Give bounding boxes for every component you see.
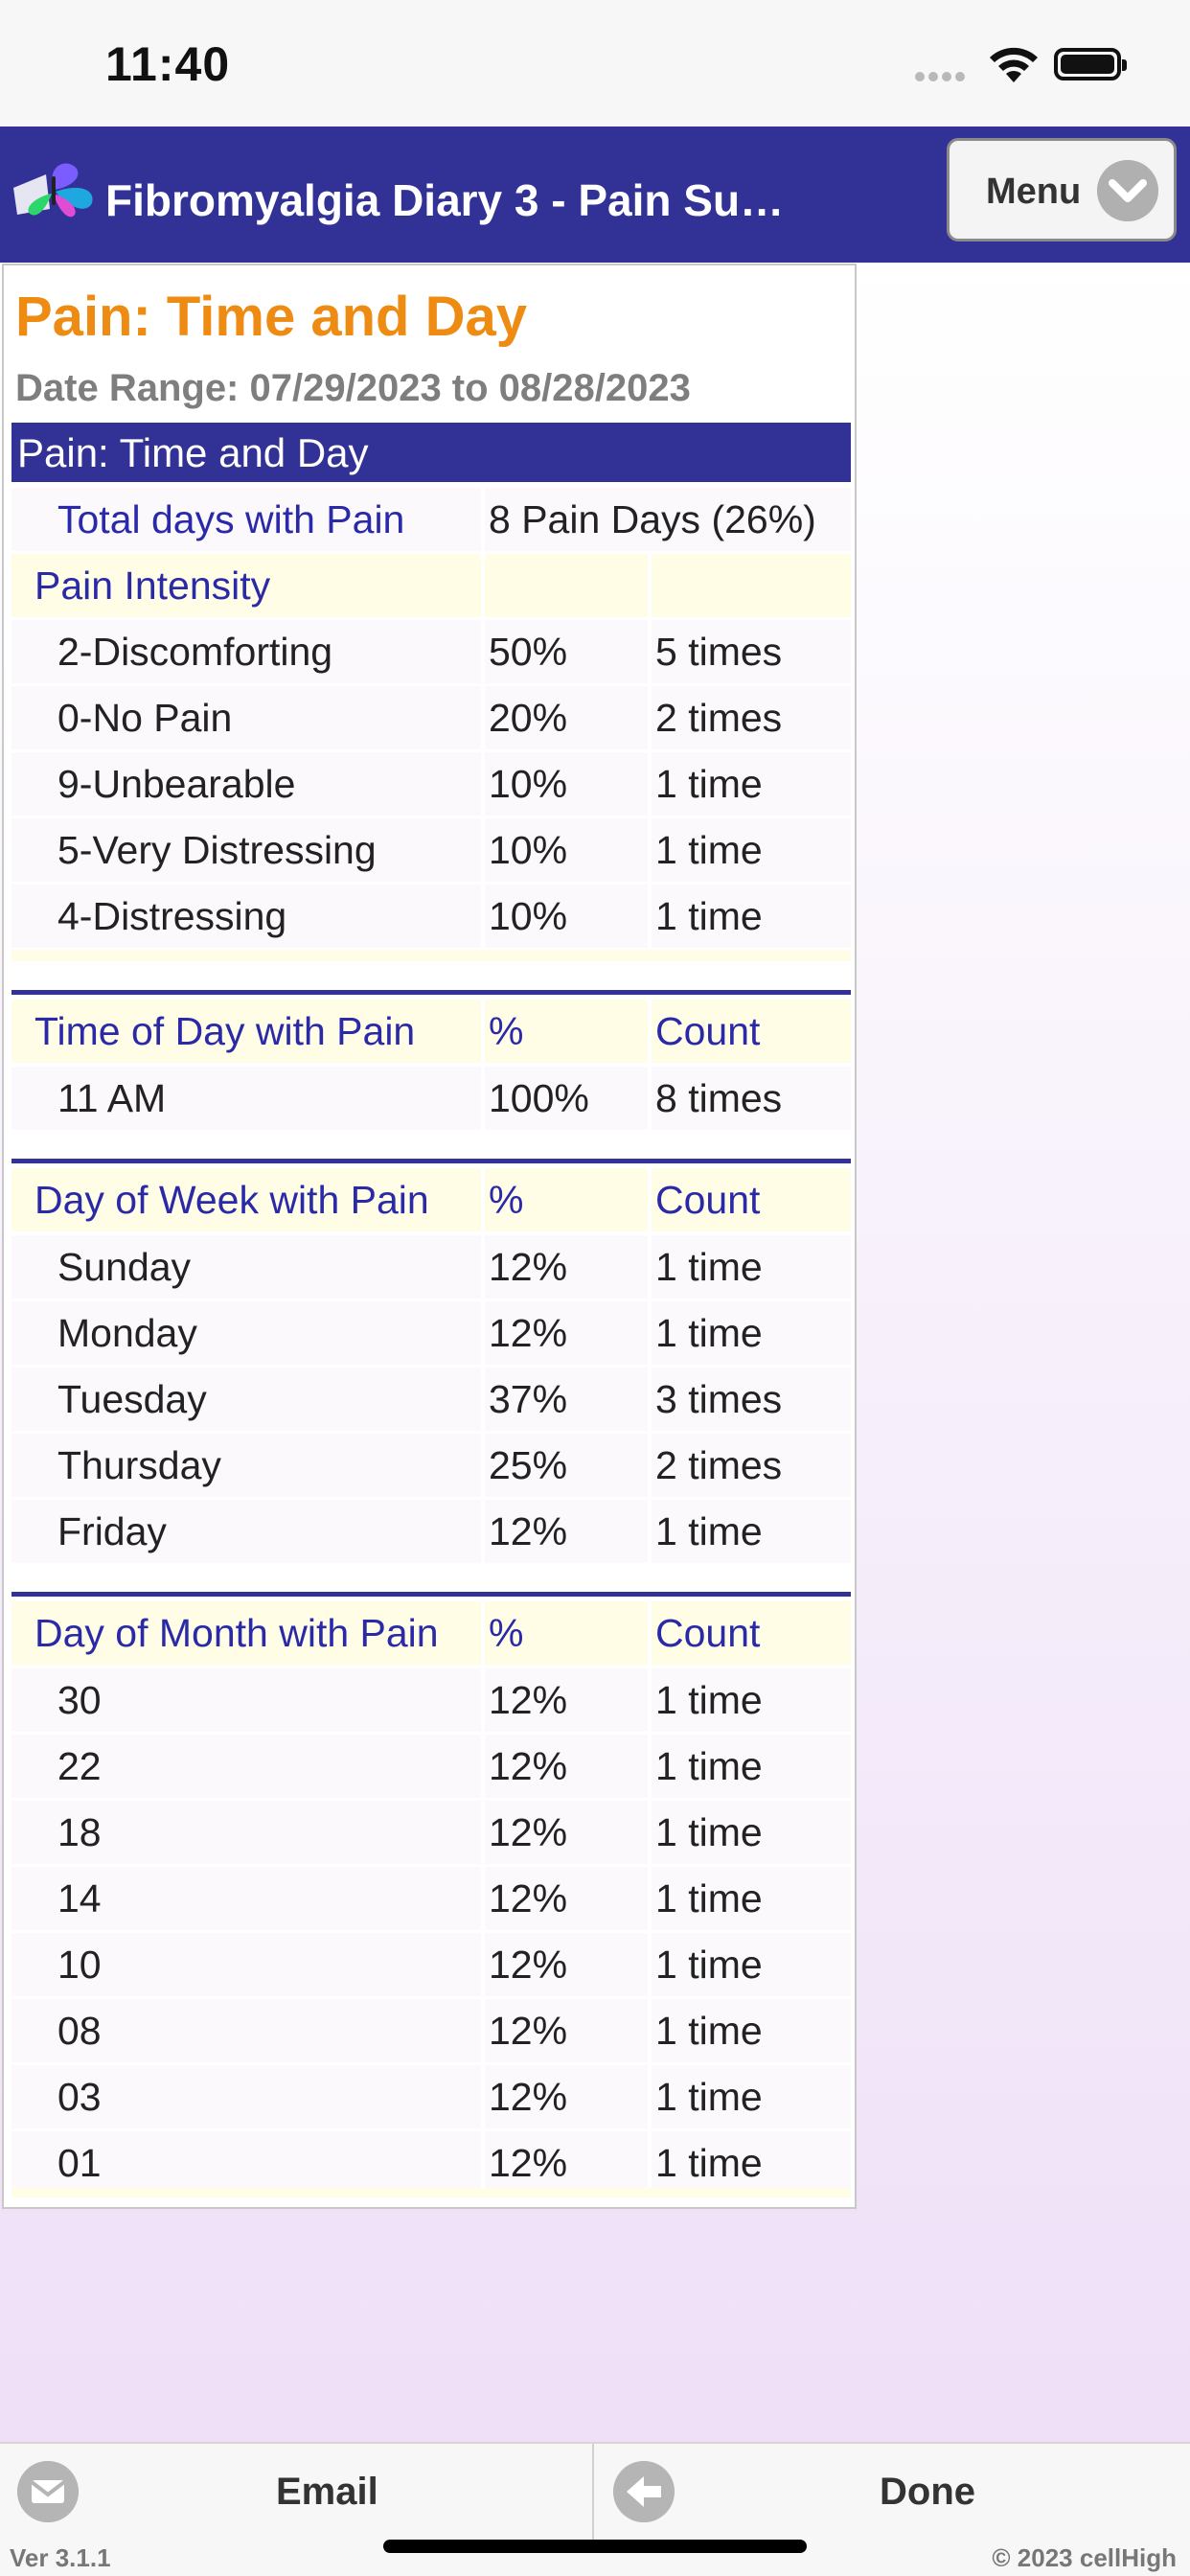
row-percent: 12% (485, 1235, 648, 1299)
menu-button[interactable] (947, 138, 1177, 242)
table-row (11, 1235, 851, 1299)
section-banner (11, 423, 851, 482)
row-label: 22 (11, 1735, 481, 1798)
row-label: Friday (11, 1500, 481, 1563)
row-count: 5 times (652, 620, 851, 683)
row-count: 1 time (652, 1500, 851, 1563)
row-label: Monday (11, 1301, 481, 1365)
done-button[interactable] (596, 2444, 1190, 2543)
arrow-left-icon (613, 2461, 675, 2522)
row-count: 1 time (652, 1235, 851, 1299)
section-spacer (11, 2188, 851, 2197)
bottom-toolbar (0, 2442, 1190, 2576)
home-indicator[interactable] (383, 2540, 807, 2553)
table-row (11, 1999, 851, 2062)
page-title: Fibromyalgia Diary 3 - Pain Su… (105, 175, 785, 225)
row-label: 30 (11, 1668, 481, 1732)
row-label: 11 AM (11, 1067, 481, 1130)
row-label: Thursday (11, 1434, 481, 1497)
row-label: 14 (11, 1867, 481, 1930)
table-row (11, 1668, 851, 1732)
pain-intensity-title: Pain Intensity (11, 554, 481, 617)
day-of-month-header (11, 1601, 851, 1665)
total-days-row (11, 488, 851, 551)
time-of-day-header (11, 1000, 851, 1063)
row-percent: 10% (485, 818, 648, 882)
row-percent: 12% (485, 1933, 648, 1996)
email-button[interactable] (0, 2444, 594, 2543)
row-percent: 25% (485, 1434, 648, 1497)
row-label: 01 (11, 2131, 481, 2195)
section-divider (11, 1592, 851, 1597)
header-empty (485, 554, 648, 617)
table-row (11, 2065, 851, 2128)
pct-column-header: % (485, 1000, 648, 1063)
time-of-day-title: Time of Day with Pain (11, 1000, 481, 1063)
total-days-label: Total days with Pain (11, 488, 481, 551)
date-range: Date Range: 07/29/2023 to 08/28/2023 (15, 367, 691, 409)
row-percent: 10% (485, 752, 648, 816)
count-column-header: Count (652, 1601, 851, 1665)
row-label: 18 (11, 1801, 481, 1864)
table-row (11, 885, 851, 948)
email-button-label: Email (276, 2471, 378, 2513)
row-label: 5-Very Distressing (11, 818, 481, 882)
row-count: 1 time (652, 2065, 851, 2128)
pct-column-header: % (485, 1601, 648, 1665)
row-count: 1 time (652, 1933, 851, 1996)
table-row (11, 1301, 851, 1365)
envelope-icon (17, 2461, 79, 2522)
status-bar (0, 0, 1190, 126)
row-count: 8 times (652, 1067, 851, 1130)
copyright-label: © 2023 cellHigh (992, 2543, 1177, 2572)
table-row (11, 2131, 851, 2195)
row-label: 4-Distressing (11, 885, 481, 948)
row-percent: 12% (485, 1999, 648, 2062)
table-row (11, 1867, 851, 1930)
section-spacer (11, 950, 851, 961)
count-column-header: Count (652, 1168, 851, 1231)
count-column-header: Count (652, 1000, 851, 1063)
pct-column-header: % (485, 1168, 648, 1231)
menu-button-label: Menu (986, 172, 1082, 212)
table-row (11, 1434, 851, 1497)
report-title: Pain: Time and Day (15, 286, 527, 348)
section-banner-title: Pain: Time and Day (17, 430, 369, 475)
row-label: Tuesday (11, 1368, 481, 1431)
row-percent: 50% (485, 620, 648, 683)
row-count: 3 times (652, 1368, 851, 1431)
row-count: 1 time (652, 1999, 851, 2062)
row-count: 1 time (652, 2131, 851, 2195)
row-percent: 12% (485, 1301, 648, 1365)
row-percent: 12% (485, 1668, 648, 1732)
row-count: 1 time (652, 1301, 851, 1365)
table-row (11, 686, 851, 749)
row-count: 1 time (652, 1668, 851, 1732)
table-row (11, 1500, 851, 1563)
table-row (11, 818, 851, 882)
table-row (11, 752, 851, 816)
row-count: 2 times (652, 1434, 851, 1497)
wifi-icon (985, 42, 1042, 84)
row-label: 9-Unbearable (11, 752, 481, 816)
version-label: Ver 3.1.1 (10, 2543, 111, 2572)
day-of-week-header (11, 1168, 851, 1231)
row-label: 08 (11, 1999, 481, 2062)
row-count: 1 time (652, 1735, 851, 1798)
report-panel (2, 264, 857, 2209)
row-percent: 100% (485, 1067, 648, 1130)
section-divider (11, 1159, 851, 1163)
row-percent: 20% (485, 686, 648, 749)
row-percent: 12% (485, 1801, 648, 1864)
row-percent: 12% (485, 2065, 648, 2128)
row-percent: 10% (485, 885, 648, 948)
row-percent: 12% (485, 2131, 648, 2195)
day-of-month-title: Day of Month with Pain (11, 1601, 481, 1665)
row-percent: 12% (485, 1735, 648, 1798)
cellular-signal-icon (915, 69, 973, 82)
table-row (11, 1735, 851, 1798)
row-count: 1 time (652, 1801, 851, 1864)
row-count: 2 times (652, 686, 851, 749)
row-label: 0-No Pain (11, 686, 481, 749)
row-percent: 37% (485, 1368, 648, 1431)
row-percent: 12% (485, 1867, 648, 1930)
table-row (11, 1067, 851, 1130)
row-label: 2-Discomforting (11, 620, 481, 683)
row-label: 03 (11, 2065, 481, 2128)
header-empty (652, 554, 851, 617)
pain-intensity-header (11, 554, 851, 617)
row-count: 1 time (652, 1867, 851, 1930)
section-divider (11, 990, 851, 995)
day-of-week-title: Day of Week with Pain (11, 1168, 481, 1231)
done-button-label: Done (880, 2471, 975, 2513)
app-header (0, 126, 1190, 263)
total-days-value: 8 Pain Days (26%) (485, 488, 851, 551)
battery-icon (1054, 48, 1121, 80)
butterfly-logo-icon (8, 155, 100, 224)
row-count: 1 time (652, 752, 851, 816)
row-label: 10 (11, 1933, 481, 1996)
row-count: 1 time (652, 885, 851, 948)
table-row (11, 1933, 851, 1996)
table-row (11, 1368, 851, 1431)
row-label: Sunday (11, 1235, 481, 1299)
status-time: 11:40 (105, 37, 231, 91)
row-count: 1 time (652, 818, 851, 882)
table-row (11, 1801, 851, 1864)
chevron-down-icon (1097, 160, 1158, 221)
row-percent: 12% (485, 1500, 648, 1563)
table-row (11, 620, 851, 683)
